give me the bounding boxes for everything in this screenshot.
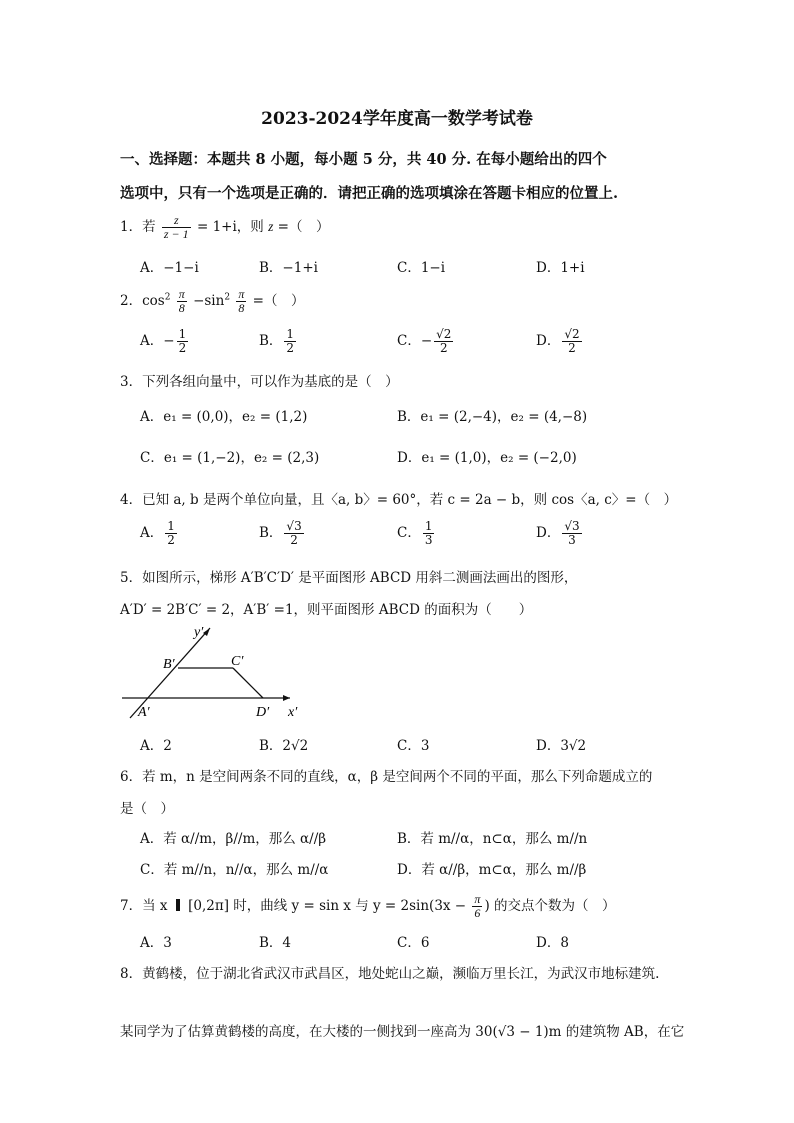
q1-var: z [268, 219, 274, 235]
section-heading-line1: 一、选择题：本题共 8 小题，每小题 5 分，共 40 分. 在每小题给出的四个 [120, 151, 607, 168]
question-5-line2: A′D′ = 2B′C′ = 2，A′B′ =1，则平面图形 ABCD 的面积为（ ） [120, 602, 533, 618]
q5-option-d[interactable]: D．3√2 [536, 738, 587, 754]
q2-b-label: B． [259, 333, 283, 350]
q1-prefix: 1．若 [120, 219, 156, 236]
q4-option-b[interactable] [259, 520, 306, 547]
point-b-label: B′ [163, 657, 175, 672]
point-c-label: C′ [231, 654, 244, 669]
q4-c-frac [423, 520, 435, 547]
q1-frac-num: z [162, 214, 191, 228]
q2-d-label: D． [536, 333, 561, 350]
question-1-stem [120, 214, 329, 241]
q4-b-frac [284, 520, 303, 547]
edge-c-d [233, 668, 263, 698]
question-2-stem: 2．$\cos^2$ $\frac{\pi}{8}$ $-\sin^2$ $\frac{\pi}{8}$ =（ ） [120, 287, 305, 316]
q2-b-num: 1 [286, 327, 295, 341]
q5-option-a[interactable]: A．2 [140, 738, 172, 754]
q2-a-label: A．− [140, 333, 175, 350]
q2-option-d[interactable] [536, 328, 584, 355]
q1-mid: = 1+i，则 [196, 219, 264, 236]
q6-option-c[interactable]: C．若 m//n，n//α，那么 m//α [140, 862, 329, 878]
q4-c-label: C． [397, 525, 421, 542]
section-heading-line2: 选项中，只有一个选项是正确的．请把正确的选项填涂在答题卡相应的位置上. [120, 185, 619, 202]
q7-option-d[interactable]: D．8 [536, 935, 569, 951]
point-a-label: A′ [138, 705, 150, 720]
q2-d-den: 2 [568, 341, 576, 356]
q4-b-num: √3 [286, 519, 302, 533]
q4-d-num: √3 [564, 519, 580, 533]
q7-frac-den: 6 [474, 906, 481, 921]
q2-d-num: √2 [564, 327, 580, 341]
question-3-stem: 3．下列各组向量中，可以作为基底的是（ ） [120, 374, 399, 390]
q1-suffix: =（ ） [277, 219, 330, 236]
question-8-line1: 8．黄鹤楼，位于湖北省武汉市武昌区，地处蛇山之巅，濒临万里长江，为武汉市地标建筑. [120, 966, 660, 982]
question-5-line1: 5．如图所示，梯形 A′B′C′D′ 是平面图形 ABCD 用斜二测画法画出的图形， [120, 570, 578, 586]
q2-minus: − [193, 293, 205, 310]
q6-option-b[interactable]: B．若 m//α，n⊂α，那么 m//n [397, 831, 588, 847]
q2-frac-2-num: π [238, 287, 245, 301]
q7-element-of-icon [176, 899, 180, 911]
q2-a-frac [177, 328, 189, 355]
x-axis-label: x′ [288, 705, 298, 720]
q1-option-d[interactable]: D．1+i [536, 260, 585, 276]
q4-d-frac [562, 520, 581, 547]
q1-frac-den: z − 1 [163, 227, 189, 242]
q2-c-label: C．− [397, 333, 433, 350]
q7-option-b[interactable]: B．4 [259, 935, 292, 951]
q5-option-c[interactable]: C．3 [397, 738, 430, 754]
q7-part1: 7．当 x [120, 898, 168, 915]
q2-a-num: 1 [178, 327, 187, 341]
q2-frac-2 [236, 288, 246, 315]
q1-fraction [162, 214, 191, 241]
q1-option-a[interactable]: A．−1−i [140, 260, 199, 276]
page-title: 2023-2024学年度高一数学考试卷 [261, 109, 533, 129]
q5-trapezoid-figure [118, 618, 308, 728]
q4-b-den: 2 [290, 533, 298, 548]
q2-d-frac [562, 328, 581, 355]
q3-option-c[interactable]: C．e₁ = (1,−2)，e₂ = (2,3) [140, 450, 320, 466]
q2-b-den: 2 [286, 341, 295, 356]
q2-b-frac [284, 328, 296, 355]
q2-frac-1-num: π [178, 287, 185, 301]
q2-c-den: 2 [439, 341, 448, 356]
q2-a-den: 2 [178, 341, 187, 356]
q4-c-num: 1 [424, 519, 433, 533]
q4-c-den: 3 [424, 533, 433, 548]
q4-a-frac [165, 520, 177, 547]
q2-option-b[interactable] [259, 328, 298, 355]
q4-option-d[interactable] [536, 520, 584, 547]
q5-option-b[interactable]: B．2√2 [259, 738, 309, 754]
q2-suffix: =（ ） [252, 293, 305, 310]
q2-sin: sin [204, 293, 225, 310]
q4-b-label: B． [259, 525, 283, 542]
q2-prefix: 2． [120, 293, 143, 310]
question-7-stem [120, 893, 616, 920]
q2-cos: cos [142, 293, 165, 310]
q4-a-den: 2 [167, 533, 175, 548]
q2-option-a[interactable] [140, 328, 190, 355]
q4-a-label: A． [140, 525, 164, 542]
q3-option-d[interactable]: D．e₁ = (1,0)，e₂ = (−2,0) [397, 450, 577, 466]
q2-frac-1 [177, 288, 187, 315]
q7-option-c[interactable]: C．6 [397, 935, 430, 951]
y-axis-label: y′ [194, 625, 204, 640]
q2-c-frac [434, 328, 453, 355]
q4-a-num: 1 [167, 519, 175, 533]
q4-d-label: D． [536, 525, 561, 542]
q7-option-a[interactable]: A．3 [140, 935, 172, 951]
q7-part2: [0,2π] 时，曲线 y = sin x 与 y = 2sin(3x − [188, 898, 471, 915]
q4-d-den: 3 [568, 533, 576, 548]
question-6-line2: 是（ ） [120, 801, 174, 817]
q2-c-num: √2 [436, 327, 452, 341]
q2-option-c[interactable] [397, 328, 455, 355]
point-d-label: D′ [256, 705, 270, 720]
q6-option-d[interactable]: D．若 α//β，m⊂α，那么 m//β [397, 862, 587, 878]
q4-option-a[interactable] [140, 520, 179, 547]
q3-option-a[interactable]: A．e₁ = (0,0)，e₂ = (1,2) [140, 409, 308, 425]
q1-option-c[interactable]: C．1−i [397, 260, 446, 276]
question-6-line1: 6．若 m，n 是空间两条不同的直线，α，β 是空间两个不同的平面，那么下列命题成立的 [120, 769, 653, 785]
q7-part3: ) 的交点个数为（ ） [484, 898, 616, 915]
question-4-stem: 4．已知 a, b 是两个单位向量，且〈a, b〉= 60°，若 c = 2a − b，则 cos〈a, c〉=（ ） [120, 492, 678, 508]
question-8-line2: 某同学为了估算黄鹤楼的高度，在大楼的一侧找到一座高为 30(√3 − 1)m 的建筑物 AB，在它 [120, 1024, 685, 1040]
q4-option-c[interactable] [397, 520, 436, 547]
q7-fraction [472, 893, 482, 920]
q6-option-a[interactable]: A．若 α//m，β//m，那么 α//β [140, 831, 327, 847]
q2-frac-1-den: 8 [178, 301, 185, 316]
q3-option-b[interactable]: B．e₁ = (2,−4)，e₂ = (4,−8) [397, 409, 588, 425]
q2-frac-2-den: 8 [238, 301, 245, 316]
x-axis-arrow [283, 695, 290, 701]
q7-frac-num: π [474, 892, 481, 906]
q1-option-b[interactable]: B．−1+i [259, 260, 318, 276]
